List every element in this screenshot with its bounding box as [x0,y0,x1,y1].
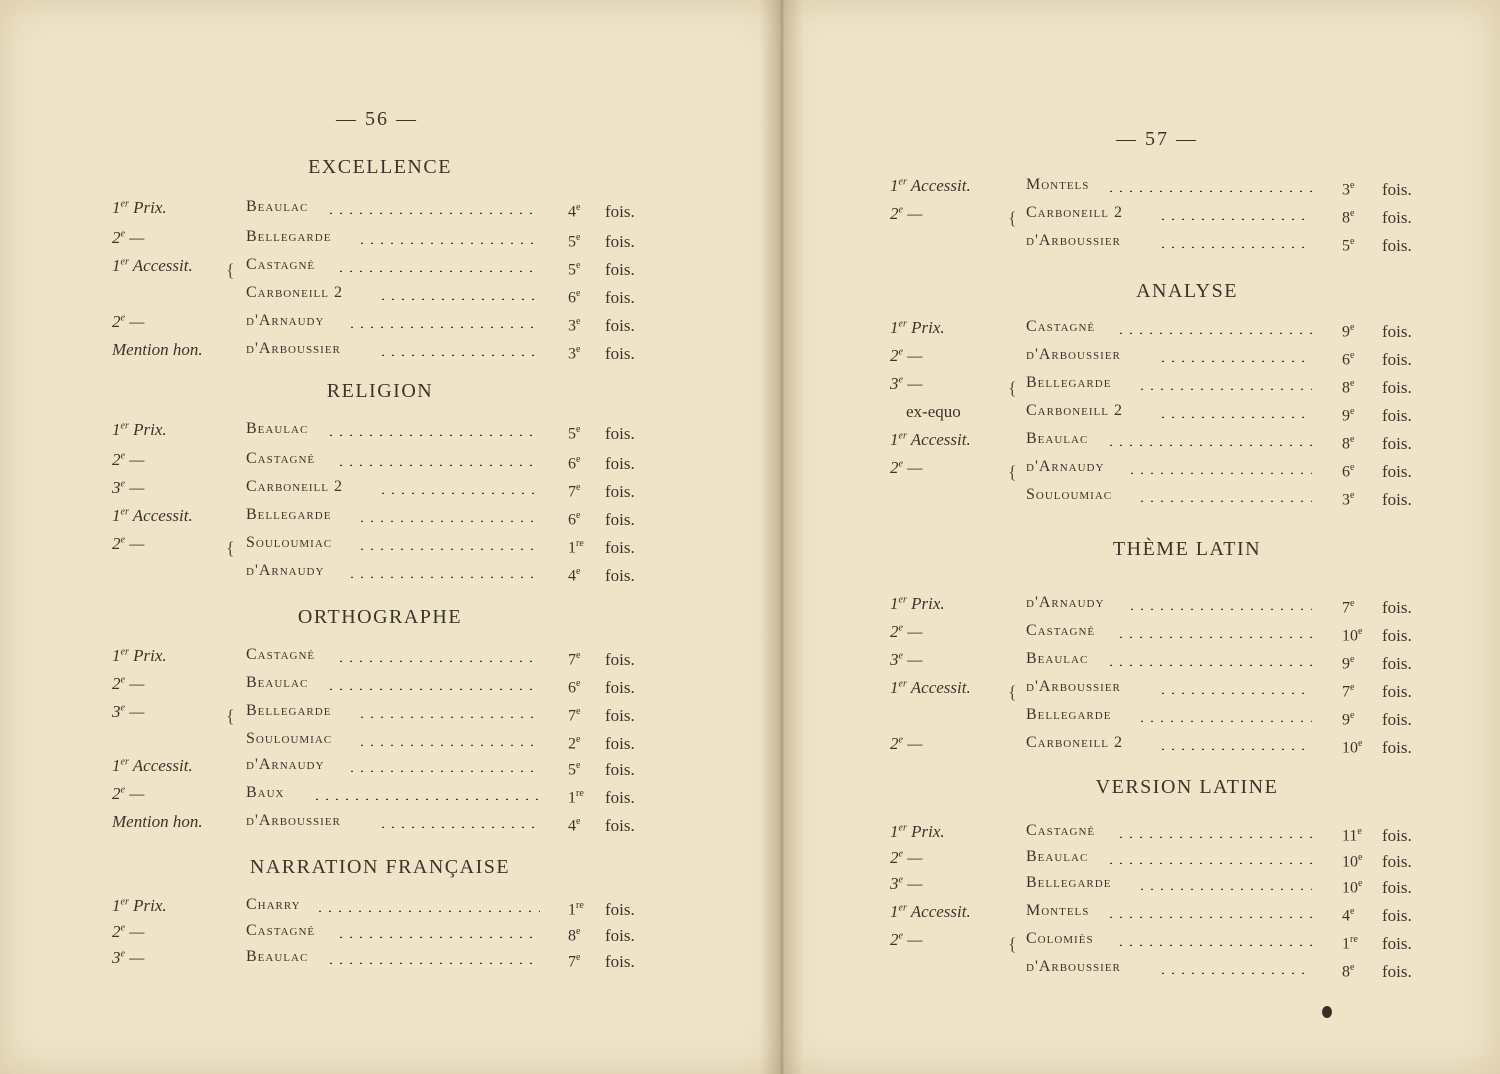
award-row [782,678,1482,706]
leader-dots [1116,836,1312,838]
student-name: Bellegarde [1026,874,1112,891]
award-rank: 3e — [890,650,923,669]
group-brace: { [1008,934,1017,954]
leader-dots [336,464,540,466]
group-brace: { [1008,682,1017,702]
times-count: 5e [568,424,581,443]
award-row [782,204,1482,232]
award-row [782,930,1482,958]
times-count: 7e [568,952,581,971]
student-name: d'Arboussier [1026,232,1121,249]
fois-label: fois. [605,650,635,669]
award-row [0,674,700,702]
times-count: 3e [1342,490,1355,509]
award-row [782,346,1482,374]
leader-dots [1137,888,1312,890]
award-rank: 3e — [890,374,923,393]
times-count: 8e [1342,208,1355,227]
section-title: NARRATION FRANÇAISE [249,856,511,878]
times-count: 5e [568,760,581,779]
award-rank: 1er Prix. [890,594,945,613]
section-title: THÈME LATIN [1112,538,1262,560]
leader-dots [378,298,540,300]
student-name: Bellegarde [246,506,332,523]
student-name: Beaulac [1026,650,1089,667]
award-row [0,702,700,730]
award-rank: 1er Prix. [112,198,167,217]
award-row [782,650,1482,678]
award-row [0,812,700,840]
leader-dots [1137,500,1312,502]
fois-label: fois. [1382,378,1412,397]
times-count: 6e [1342,350,1355,369]
award-row [782,402,1482,430]
fois-label: fois. [605,344,635,363]
leader-dots [1127,608,1313,610]
award-rank: 1er Prix. [890,318,945,337]
award-rank: 1er Accessit. [112,756,193,775]
award-row [782,734,1482,762]
fois-label: fois. [1382,934,1412,953]
times-count: 10e [1342,878,1363,897]
award-row [782,176,1482,204]
fois-label: fois. [605,454,635,473]
times-count: 8e [1342,962,1355,981]
leader-dots [1137,720,1312,722]
times-count: 10e [1342,738,1363,757]
student-name: d'Arboussier [1026,678,1121,695]
award-row [0,198,700,226]
award-row [0,506,700,534]
fois-label: fois. [1382,236,1412,255]
fois-label: fois. [1382,208,1412,227]
award-rank: 2e — [112,534,145,553]
award-rank: 2e — [112,922,145,941]
student-name: Castagné [246,922,316,939]
times-count: 7e [568,706,581,725]
award-row [782,848,1482,876]
book-gutter [760,0,804,1074]
award-rank: 1er Prix. [890,822,945,841]
fois-label: fois. [1382,322,1412,341]
fois-label: fois. [605,316,635,335]
fois-label: fois. [1382,490,1412,509]
fois-label: fois. [605,260,635,279]
award-rank: 1er Prix. [112,420,167,439]
leader-dots [336,936,540,938]
leader-dots [1158,218,1312,220]
fois-label: fois. [605,566,635,585]
leader-dots [347,770,541,772]
leader-dots [312,798,540,800]
times-count: 3e [568,316,581,335]
student-name: Beaulac [246,948,309,965]
section-title: ORTHOGRAPHE [297,606,463,628]
times-count: 6e [568,678,581,697]
times-count: 5e [568,260,581,279]
award-row [0,896,700,924]
leader-dots [357,520,540,522]
leader-dots [357,242,540,244]
award-rank: 2e — [112,228,145,247]
times-count: 2e [568,734,581,753]
student-name: Castagné [246,450,316,467]
fois-label: fois. [605,232,635,251]
leader-dots [378,354,540,356]
fois-label: fois. [605,202,635,221]
award-row [0,562,700,590]
times-count: 9e [1342,406,1355,425]
fois-label: fois. [1382,826,1412,845]
award-row [782,874,1482,902]
student-name: d'Arboussier [246,340,341,357]
student-name: Carboneill 2 [246,284,343,301]
student-name: Castagné [1026,622,1096,639]
award-row [782,622,1482,650]
group-brace: { [226,706,235,726]
student-name: d'Arboussier [1026,958,1121,975]
award-rank: 1er Accessit. [890,176,971,195]
award-row [782,902,1482,930]
fois-label: fois. [605,788,635,807]
right-page [782,0,1500,1074]
leader-dots [1158,416,1312,418]
group-brace: { [226,538,235,558]
times-count: 6e [568,288,581,307]
award-row [782,458,1482,486]
award-rank: 1er Prix. [112,646,167,665]
times-count: 8e [568,926,581,945]
award-row [0,228,700,256]
student-name: Castagné [1026,822,1096,839]
fois-label: fois. [1382,962,1412,981]
award-rank: 2e — [890,848,923,867]
student-name: Beaulac [1026,430,1089,447]
award-row [0,784,700,812]
award-row [0,450,700,478]
fois-label: fois. [605,816,635,835]
award-rank: 2e — [112,450,145,469]
times-count: 10e [1342,626,1363,645]
award-rank: 2e — [890,734,923,753]
student-name: d'Arboussier [246,812,341,829]
student-name: Bellegarde [246,702,332,719]
award-rank: 2e — [112,312,145,331]
group-brace: { [1008,462,1017,482]
group-brace: { [1008,208,1017,228]
award-row [0,478,700,506]
award-row [782,232,1482,260]
student-name: Souloumiac [1026,486,1113,503]
student-name: d'Arnaudy [1026,594,1105,611]
award-rank: 2e — [890,930,923,949]
leader-dots [1158,972,1312,974]
times-count: 10e [1342,852,1363,871]
fois-label: fois. [1382,710,1412,729]
times-count: 11e [1342,826,1362,845]
student-name: Carboneill 2 [246,478,343,495]
award-row [782,486,1482,514]
award-rank: 2e — [890,346,923,365]
student-name: d'Arnaudy [1026,458,1105,475]
fois-label: fois. [605,900,635,919]
times-count: 5e [568,232,581,251]
leader-dots [1158,360,1312,362]
leader-dots [357,548,540,550]
award-row [782,958,1482,986]
fois-label: fois. [1382,626,1412,645]
award-row [0,420,700,448]
award-row [0,312,700,340]
student-name: Castagné [246,256,316,273]
award-row [0,948,700,976]
page-number: — 56 — [336,108,418,130]
leader-dots [1106,916,1313,918]
times-count: 9e [1342,322,1355,341]
student-name: Bellegarde [1026,706,1112,723]
student-name: Souloumiac [246,534,333,551]
leader-dots [357,716,540,718]
award-row [782,706,1482,734]
student-name: Montels [1026,176,1090,193]
leader-dots [1106,862,1313,864]
leader-dots [315,910,540,912]
fois-label: fois. [1382,406,1412,425]
student-name: Carboneill 2 [1026,734,1123,751]
student-name: Bellegarde [1026,374,1112,391]
award-rank: 1er Accessit. [112,506,193,525]
award-rank: ex-equo [906,402,961,421]
award-row [0,646,700,674]
leader-dots [357,744,540,746]
times-count: 8e [1342,378,1355,397]
fois-label: fois. [605,424,635,443]
fois-label: fois. [1382,654,1412,673]
leader-dots [378,826,540,828]
leader-dots [1116,944,1312,946]
times-count: 9e [1342,654,1355,673]
fois-label: fois. [1382,738,1412,757]
award-rank: 3e — [112,478,145,497]
fois-label: fois. [605,510,635,529]
fois-label: fois. [1382,180,1412,199]
award-rank: 3e — [112,948,145,967]
fois-label: fois. [605,482,635,501]
leader-dots [326,434,541,436]
student-name: Castagné [1026,318,1096,335]
award-row [0,256,700,284]
leader-dots [378,492,540,494]
times-count: 4e [1342,906,1355,925]
award-rank: Mention hon. [112,812,203,831]
student-name: d'Arnaudy [246,562,325,579]
student-name: Castagné [246,646,316,663]
fois-label: fois. [605,538,635,557]
student-name: Bellegarde [246,228,332,245]
student-name: Colomiès [1026,930,1094,947]
group-brace: { [1008,378,1017,398]
student-name: Carboneill 2 [1026,204,1123,221]
award-row [782,430,1482,458]
award-row [0,922,700,950]
student-name: Beaulac [1026,848,1089,865]
award-rank: 1er Accessit. [890,678,971,697]
award-rank: 2e — [890,204,923,223]
times-count: 4e [568,816,581,835]
student-name: d'Arboussier [1026,346,1121,363]
award-row [782,822,1482,850]
times-count: 9e [1342,710,1355,729]
fois-label: fois. [605,706,635,725]
leader-dots [1116,332,1312,334]
times-count: 3e [568,344,581,363]
award-rank: 1er Accessit. [890,430,971,449]
fois-label: fois. [605,952,635,971]
student-name: Beaulac [246,674,309,691]
page-number: — 57 — [1116,128,1198,150]
award-row [0,756,700,784]
leader-dots [1158,692,1312,694]
leader-dots [347,326,541,328]
times-count: 4e [568,202,581,221]
student-name: d'Arnaudy [246,756,325,773]
award-rank: 2e — [890,622,923,641]
times-count: 7e [568,482,581,501]
fois-label: fois. [605,760,635,779]
award-row [0,534,700,562]
times-count: 1re [1342,934,1358,953]
section-title: ANALYSE [1136,280,1238,302]
fois-label: fois. [1382,906,1412,925]
award-rank: 1er Accessit. [890,902,971,921]
fois-label: fois. [1382,598,1412,617]
times-count: 7e [1342,598,1355,617]
award-rank: 2e — [112,674,145,693]
fois-label: fois. [605,288,635,307]
award-row [0,340,700,368]
leader-dots [1106,190,1313,192]
times-count: 1re [568,538,584,557]
section-title: EXCELLENCE [308,156,452,178]
times-count: 4e [568,566,581,585]
student-name: Charry [246,896,301,913]
award-rank: 2e — [112,784,145,803]
fois-label: fois. [1382,878,1412,897]
times-count: 5e [1342,236,1355,255]
group-brace: { [226,260,235,280]
leader-dots [347,576,541,578]
times-count: 6e [1342,462,1355,481]
fois-label: fois. [1382,462,1412,481]
times-count: 7e [1342,682,1355,701]
award-row [0,284,700,312]
student-name: Beaulac [246,420,309,437]
student-name: d'Arnaudy [246,312,325,329]
award-rank: 2e — [890,458,923,477]
leader-dots [336,660,540,662]
fois-label: fois. [1382,852,1412,871]
award-rank: 1er Prix. [112,896,167,915]
student-name: Beaulac [246,198,309,215]
leader-dots [1137,388,1312,390]
fois-label: fois. [1382,682,1412,701]
leader-dots [326,212,541,214]
leader-dots [1158,246,1312,248]
leader-dots [1106,664,1313,666]
fois-label: fois. [605,926,635,945]
student-name: Montels [1026,902,1090,919]
section-title: RELIGION [326,380,434,402]
fois-label: fois. [1382,350,1412,369]
award-row [782,594,1482,622]
student-name: Carboneill 2 [1026,402,1123,419]
fois-label: fois. [605,734,635,753]
times-count: 3e [1342,180,1355,199]
award-row [782,374,1482,402]
times-count: 8e [1342,434,1355,453]
times-count: 1re [568,788,584,807]
leader-dots [1127,472,1313,474]
award-rank: Mention hon. [112,340,203,359]
award-row [0,730,700,758]
leader-dots [336,270,540,272]
leader-dots [1158,748,1312,750]
times-count: 6e [568,510,581,529]
times-count: 6e [568,454,581,473]
award-rank: 3e — [112,702,145,721]
student-name: Souloumiac [246,730,333,747]
leader-dots [1106,444,1313,446]
student-name: Baux [246,784,285,801]
leader-dots [326,962,541,964]
section-title: VERSION LATINE [1095,776,1279,798]
fois-label: fois. [605,678,635,697]
ink-spot [1322,1006,1332,1018]
award-rank: 3e — [890,874,923,893]
leader-dots [1116,636,1312,638]
times-count: 7e [568,650,581,669]
times-count: 1re [568,900,584,919]
fois-label: fois. [1382,434,1412,453]
award-row [782,318,1482,346]
award-rank: 1er Accessit. [112,256,193,275]
leader-dots [326,688,541,690]
